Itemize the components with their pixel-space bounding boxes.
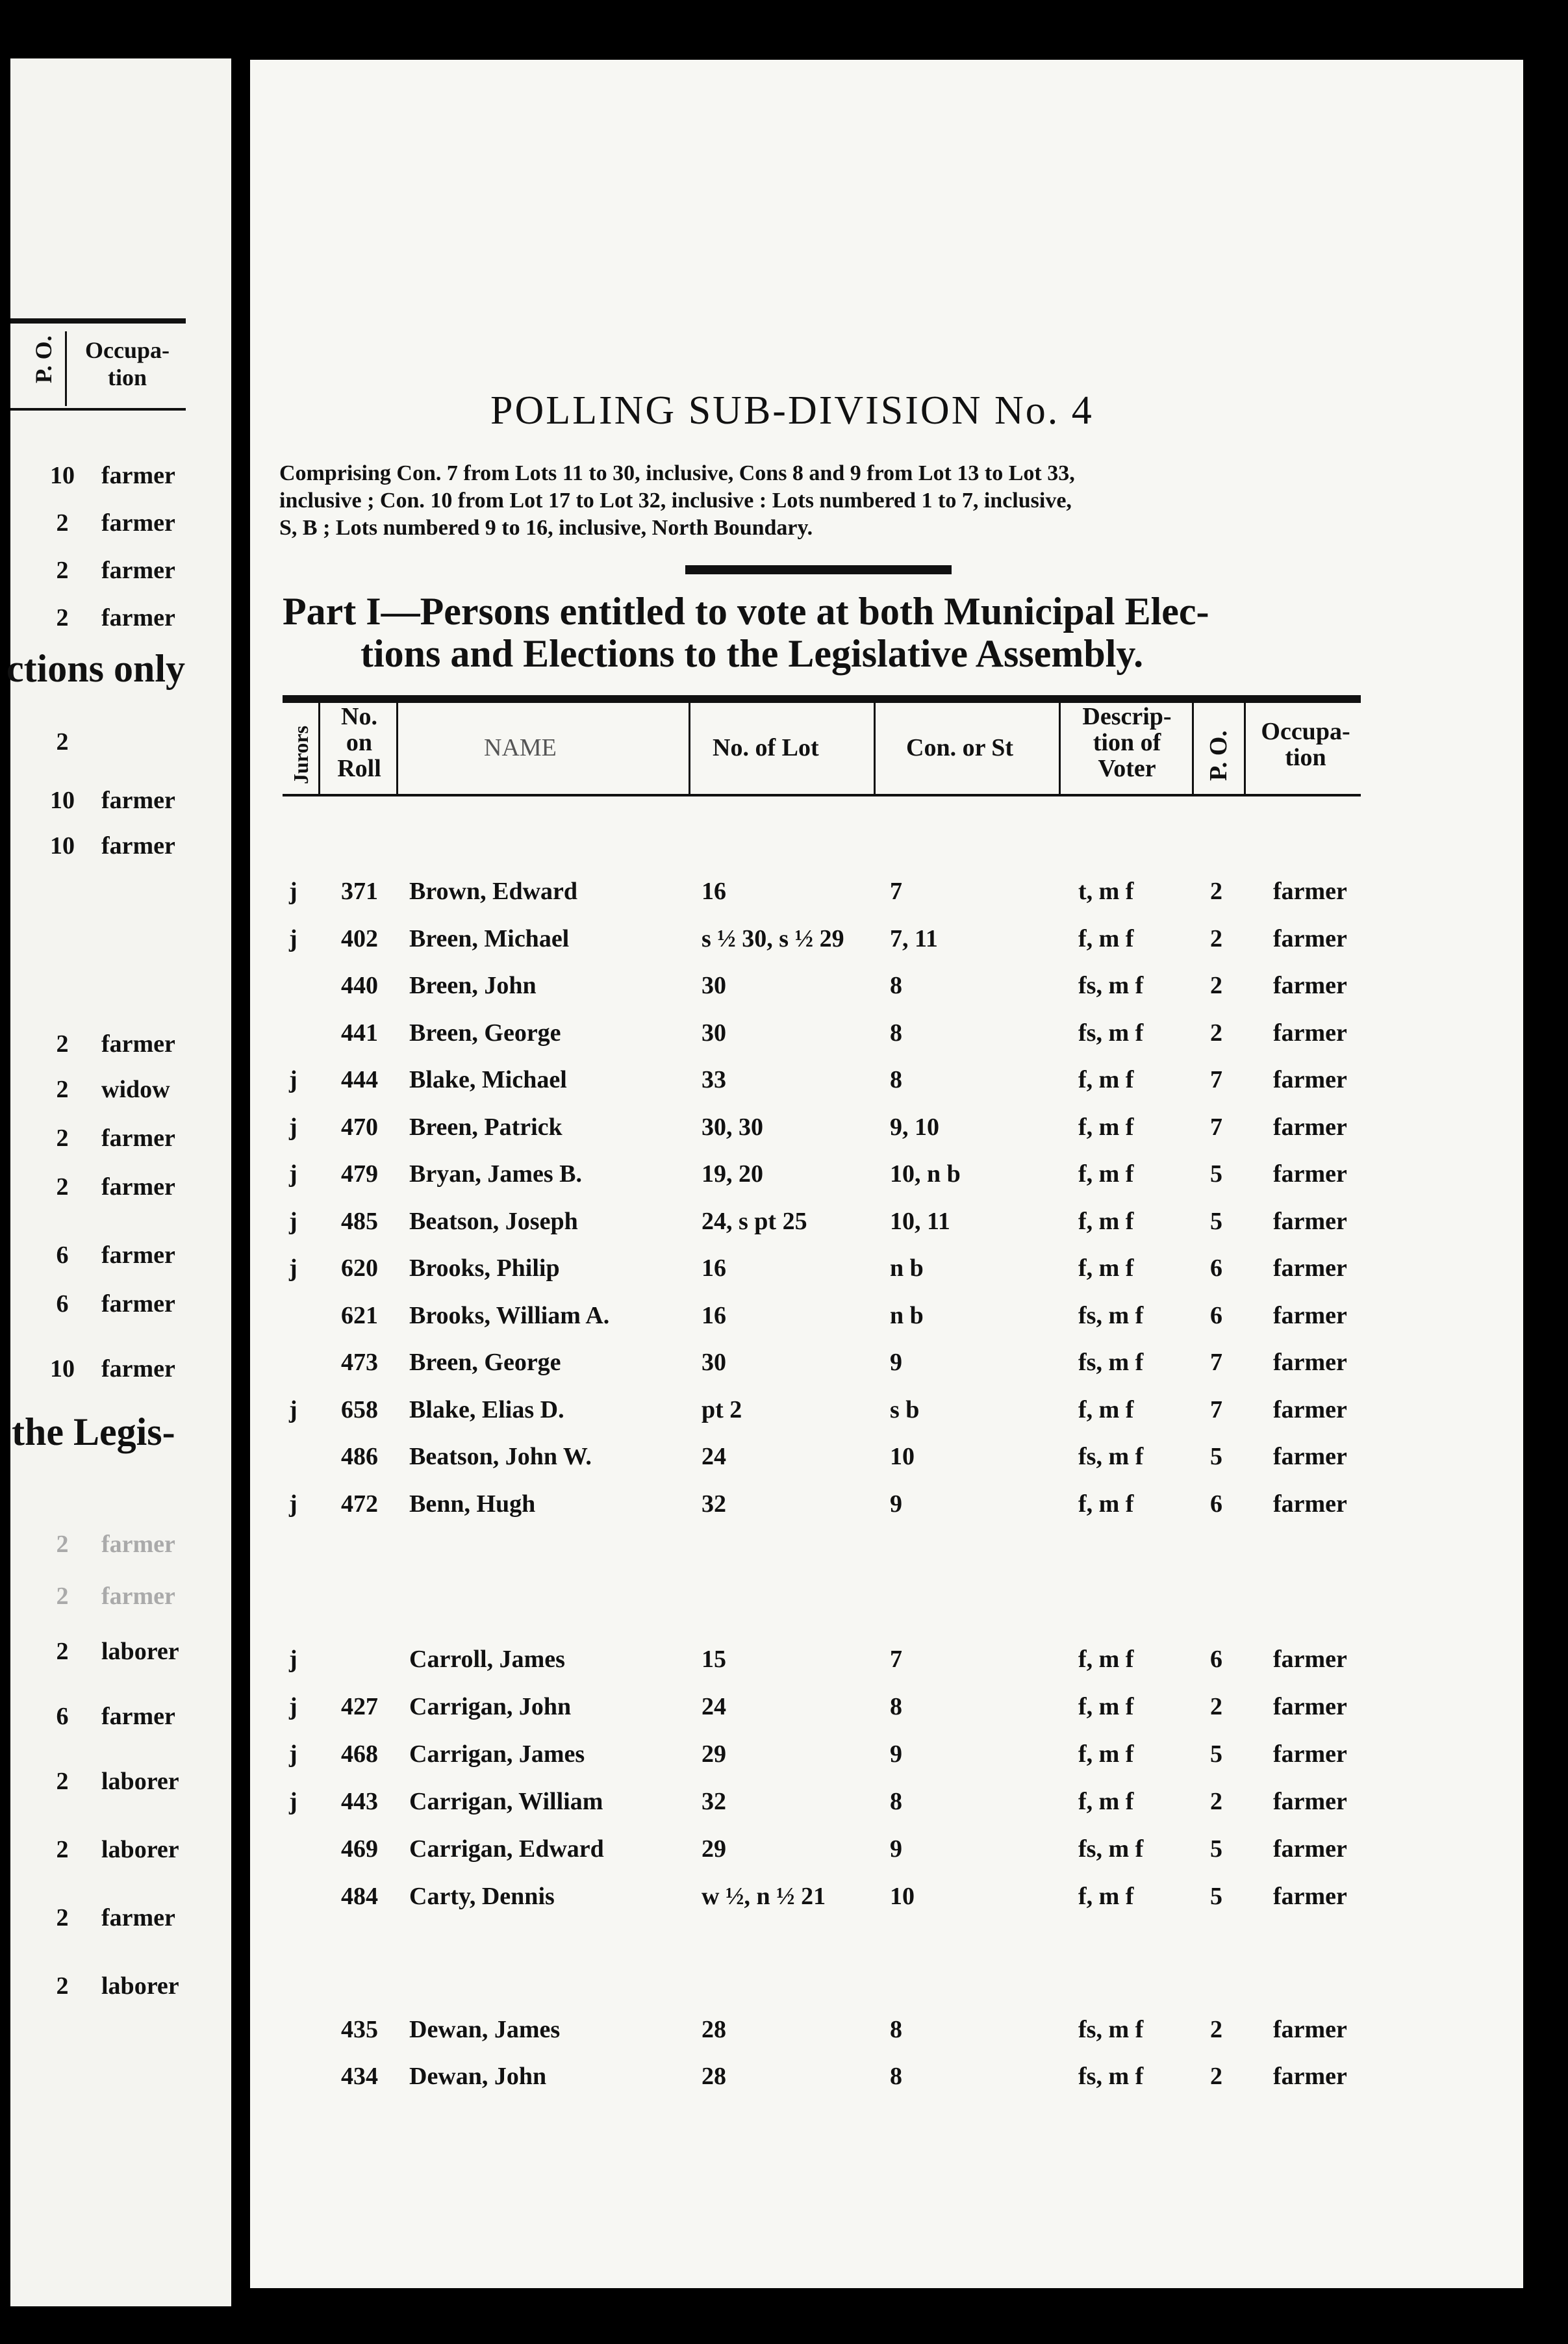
voter-description: f, m f xyxy=(1078,1207,1134,1235)
post-office: 5 xyxy=(1210,1160,1222,1188)
roll-number: 484 xyxy=(341,1883,378,1910)
voter-description: t, m f xyxy=(1078,878,1134,905)
col-divider-1 xyxy=(318,703,320,794)
occupation: farmer xyxy=(1273,1646,1347,1673)
left-row-po: 2 xyxy=(56,1972,69,2000)
description-line-1: Comprising Con. 7 from Lots 11 to 30, inclusive, Cons 8 and 9 from Lot 13 to Lot 33, xyxy=(279,461,1075,485)
post-office: 7 xyxy=(1210,1395,1222,1423)
left-row-po: 10 xyxy=(50,1355,75,1382)
occupation: farmer xyxy=(1273,2063,1347,2090)
voter-description: fs, m f xyxy=(1078,1349,1144,1376)
left-header-underline xyxy=(10,408,186,411)
lot-number: 29 xyxy=(702,1740,726,1768)
col-divider-3 xyxy=(689,703,690,794)
voter-name: Breen, George xyxy=(409,1019,561,1047)
header-desc-line-3: Voter xyxy=(1098,754,1156,782)
voter-name: Carrigan, William xyxy=(409,1788,603,1815)
concession: 10, n b xyxy=(890,1160,961,1188)
left-row-occupation: laborer xyxy=(101,1768,179,1795)
juror-mark: j xyxy=(289,924,297,952)
post-office: 6 xyxy=(1210,1255,1222,1282)
occupation: farmer xyxy=(1273,1066,1347,1093)
voter-name: Brown, Edward xyxy=(409,878,578,905)
occupation: farmer xyxy=(1273,1788,1347,1815)
left-row-occupation: farmer xyxy=(101,1531,175,1558)
part-heading-line-1: Part I—Persons entitled to vote at both Municipal Elec- xyxy=(283,590,1209,633)
post-office: 5 xyxy=(1210,1207,1222,1235)
lot-number: 28 xyxy=(702,2016,726,2043)
voter-description: fs, m f xyxy=(1078,1835,1144,1863)
post-office: 2 xyxy=(1210,2063,1222,2090)
juror-mark: j xyxy=(289,1788,297,1815)
concession: 9, 10 xyxy=(890,1113,939,1141)
concession: 8 xyxy=(890,1019,902,1047)
concession: 8 xyxy=(890,1693,902,1720)
roll-number: 427 xyxy=(341,1693,378,1720)
voter-name: Breen, George xyxy=(409,1349,561,1376)
roll-number: 441 xyxy=(341,1019,378,1047)
concession: 10, 11 xyxy=(890,1207,950,1235)
lot-number: 30 xyxy=(702,972,726,999)
lot-number: w ½, n ½ 21 xyxy=(702,1883,826,1910)
voter-description: f, m f xyxy=(1078,1693,1134,1720)
left-row-occupation: farmer xyxy=(101,1125,175,1152)
col-divider-4 xyxy=(874,703,876,794)
left-row-occupation: laborer xyxy=(101,1836,179,1863)
post-office: 2 xyxy=(1210,1693,1222,1720)
left-row-occupation: laborer xyxy=(101,1972,179,2000)
left-row-po: 2 xyxy=(56,1904,69,1931)
concession: n b xyxy=(890,1255,924,1282)
lot-number: 30 xyxy=(702,1019,726,1047)
lot-number: 30 xyxy=(702,1349,726,1376)
post-office: 2 xyxy=(1210,2016,1222,2043)
concession: 7 xyxy=(890,1646,902,1673)
roll-number: 468 xyxy=(341,1740,378,1768)
table-header-rule xyxy=(283,794,1361,796)
roll-number: 472 xyxy=(341,1490,378,1518)
roll-number: 434 xyxy=(341,2063,378,2090)
occupation: farmer xyxy=(1273,1207,1347,1235)
header-desc-line-2: tion of xyxy=(1093,728,1161,756)
left-occupation-header-1: Occupa- xyxy=(85,337,170,363)
left-row-po: 10 xyxy=(50,462,75,489)
lot-number: 24, s pt 25 xyxy=(702,1207,807,1235)
left-row-po: 6 xyxy=(56,1290,69,1318)
voter-description: f, m f xyxy=(1078,1883,1134,1910)
description-line-2: inclusive ; Con. 10 from Lot 17 to Lot 32, inclusive : Lots numbered 1 to 7, inclusive, xyxy=(279,489,1072,513)
voter-name: Carroll, James xyxy=(409,1646,565,1673)
post-office: 7 xyxy=(1210,1066,1222,1093)
col-divider-6 xyxy=(1192,703,1194,794)
roll-number: 470 xyxy=(341,1113,378,1141)
left-header-rule xyxy=(10,318,186,324)
left-row-po: 2 xyxy=(56,1768,69,1795)
left-row-po: 2 xyxy=(56,1030,69,1058)
occupation: farmer xyxy=(1273,1693,1347,1720)
left-row-po: 2 xyxy=(56,1836,69,1863)
voter-description: fs, m f xyxy=(1078,1443,1144,1470)
voter-description: fs, m f xyxy=(1078,1019,1144,1047)
left-row-po: 10 xyxy=(50,832,75,860)
left-row-po: 2 xyxy=(56,1076,69,1103)
roll-number: 371 xyxy=(341,878,378,905)
voter-description: f, m f xyxy=(1078,1395,1134,1423)
voter-description: f, m f xyxy=(1078,1066,1134,1093)
post-office: 2 xyxy=(1210,878,1222,905)
lot-number: 16 xyxy=(702,878,726,905)
roll-number: 444 xyxy=(341,1066,378,1093)
header-po: P. O. xyxy=(1205,730,1232,781)
voter-name: Dewan, John xyxy=(409,2063,547,2090)
voter-description: f, m f xyxy=(1078,1646,1134,1673)
page-gutter xyxy=(231,58,250,2306)
concession: 8 xyxy=(890,1066,902,1093)
left-po-header: P. O. xyxy=(31,335,57,383)
juror-mark: j xyxy=(289,1740,297,1768)
left-row-occupation: farmer xyxy=(101,1904,175,1931)
left-fragment-the-legis: the Legis- xyxy=(12,1410,175,1453)
left-row-occupation: laborer xyxy=(101,1638,179,1665)
left-row-occupation: farmer xyxy=(101,1355,175,1382)
roll-number: 440 xyxy=(341,972,378,999)
section-divider xyxy=(685,565,952,574)
post-office: 2 xyxy=(1210,1788,1222,1815)
left-row-occupation: farmer xyxy=(101,1703,175,1730)
concession: 8 xyxy=(890,2016,902,2043)
juror-mark: j xyxy=(289,1693,297,1720)
voter-name: Brooks, Philip xyxy=(409,1255,560,1282)
voter-name: Brooks, William A. xyxy=(409,1301,610,1329)
voter-name: Carrigan, John xyxy=(409,1693,572,1720)
header-no-line-1: No. xyxy=(341,703,377,730)
header-jurors: Jurors xyxy=(289,725,312,784)
header-occupation xyxy=(1250,719,1361,771)
left-row-occupation: farmer xyxy=(101,1583,175,1610)
voter-name: Breen, Patrick xyxy=(409,1113,563,1141)
col-divider-2 xyxy=(396,703,398,794)
left-row-po: 2 xyxy=(56,1173,69,1201)
voter-name: Carrigan, James xyxy=(409,1740,585,1768)
voter-name: Bryan, James B. xyxy=(409,1160,582,1188)
roll-number: 479 xyxy=(341,1160,378,1188)
voter-name: Blake, Michael xyxy=(409,1066,567,1093)
concession: 9 xyxy=(890,1835,902,1863)
left-row-occupation: farmer xyxy=(101,1030,175,1058)
page-title: POLLING SUB-DIVISION No. 4 xyxy=(490,389,1094,433)
voter-name: Beatson, Joseph xyxy=(409,1207,578,1235)
left-column-divider xyxy=(65,331,67,406)
left-row-occupation: farmer xyxy=(101,557,175,584)
occupation: farmer xyxy=(1273,2016,1347,2043)
header-con: Con. or St xyxy=(906,734,1014,761)
voter-name: Breen, Michael xyxy=(409,924,570,952)
concession: n b xyxy=(890,1301,924,1329)
voter-description: f, m f xyxy=(1078,1788,1134,1815)
voter-description: fs, m f xyxy=(1078,1301,1144,1329)
post-office: 5 xyxy=(1210,1740,1222,1768)
voter-description: f, m f xyxy=(1078,1113,1134,1141)
lot-number: 19, 20 xyxy=(702,1160,763,1188)
roll-number: 486 xyxy=(341,1443,378,1470)
concession: 9 xyxy=(890,1349,902,1376)
roll-number: 435 xyxy=(341,2016,378,2043)
voter-description: f, m f xyxy=(1078,1490,1134,1518)
left-row-po: 6 xyxy=(56,1242,69,1269)
post-office: 6 xyxy=(1210,1301,1222,1329)
left-row-occupation: widow xyxy=(101,1076,170,1103)
left-row-occupation: farmer xyxy=(101,462,175,489)
post-office: 2 xyxy=(1210,972,1222,999)
header-name: NAME xyxy=(484,734,557,761)
occupation: farmer xyxy=(1273,1740,1347,1768)
voter-description: fs, m f xyxy=(1078,2063,1144,2090)
lot-number: 28 xyxy=(702,2063,726,2090)
roll-number: 402 xyxy=(341,924,378,952)
lot-number: 32 xyxy=(702,1490,726,1518)
voter-description: fs, m f xyxy=(1078,2016,1144,2043)
left-row-po: 10 xyxy=(50,787,75,814)
occupation: farmer xyxy=(1273,972,1347,999)
voter-name: Blake, Elias D. xyxy=(409,1395,564,1423)
roll-number: 473 xyxy=(341,1349,378,1376)
occupation: farmer xyxy=(1273,1301,1347,1329)
concession: 8 xyxy=(890,2063,902,2090)
lot-number: 30, 30 xyxy=(702,1113,763,1141)
left-row-po: 2 xyxy=(56,1125,69,1152)
juror-mark: j xyxy=(289,1255,297,1282)
left-row-po: 2 xyxy=(56,728,69,756)
header-no-line-3: Roll xyxy=(337,754,381,782)
post-office: 5 xyxy=(1210,1443,1222,1470)
lot-number: 32 xyxy=(702,1788,726,1815)
lot-number: 15 xyxy=(702,1646,726,1673)
occupation: farmer xyxy=(1273,1490,1347,1518)
description-line-3: S, B ; Lots numbered 9 to 16, inclusive, North Boundary. xyxy=(279,516,813,540)
post-office: 2 xyxy=(1210,924,1222,952)
voter-name: Carty, Dennis xyxy=(409,1883,555,1910)
left-occupation-header-2: tion xyxy=(108,364,147,390)
voter-description: f, m f xyxy=(1078,1255,1134,1282)
post-office: 7 xyxy=(1210,1349,1222,1376)
header-no-on-roll xyxy=(327,704,392,782)
right-page xyxy=(250,60,1523,2288)
voter-description: f, m f xyxy=(1078,1740,1134,1768)
voter-name: Breen, John xyxy=(409,972,537,999)
occupation: farmer xyxy=(1273,1349,1347,1376)
left-row-occupation: farmer xyxy=(101,1242,175,1269)
voter-description: f, m f xyxy=(1078,1160,1134,1188)
occupation: farmer xyxy=(1273,1395,1347,1423)
left-row-occupation: farmer xyxy=(101,604,175,631)
left-fragment-elections-only: ctions only xyxy=(6,647,186,690)
header-occ-line-2: tion xyxy=(1285,743,1326,771)
occupation: farmer xyxy=(1273,1113,1347,1141)
col-divider-7 xyxy=(1244,703,1246,794)
header-description xyxy=(1065,704,1189,782)
post-office: 6 xyxy=(1210,1646,1222,1673)
juror-mark: j xyxy=(289,1490,297,1518)
concession: 7, 11 xyxy=(890,924,938,952)
lot-number: 24 xyxy=(702,1693,726,1720)
occupation: farmer xyxy=(1273,1255,1347,1282)
concession: 10 xyxy=(890,1883,915,1910)
left-row-occupation: farmer xyxy=(101,509,175,537)
concession: 9 xyxy=(890,1490,902,1518)
roll-number: 658 xyxy=(341,1395,378,1423)
voter-name: Dewan, James xyxy=(409,2016,561,2043)
juror-mark: j xyxy=(289,1395,297,1423)
post-office: 5 xyxy=(1210,1883,1222,1910)
roll-number: 485 xyxy=(341,1207,378,1235)
lot-number: 16 xyxy=(702,1255,726,1282)
left-page-fragment xyxy=(6,58,231,2306)
lot-number: s ½ 30, s ½ 29 xyxy=(702,924,844,952)
occupation: farmer xyxy=(1273,924,1347,952)
occupation: farmer xyxy=(1273,1883,1347,1910)
post-office: 2 xyxy=(1210,1019,1222,1047)
left-row-po: 2 xyxy=(56,557,69,584)
header-desc-line-1: Descrip- xyxy=(1082,703,1172,730)
table-top-rule xyxy=(283,695,1361,703)
header-occ-line-1: Occupa- xyxy=(1261,718,1350,745)
roll-number: 443 xyxy=(341,1788,378,1815)
post-office: 6 xyxy=(1210,1490,1222,1518)
roll-number: 621 xyxy=(341,1301,378,1329)
part-heading-line-2: tions and Elections to the Legislative Assembly. xyxy=(360,632,1144,675)
concession: 8 xyxy=(890,1788,902,1815)
concession: s b xyxy=(890,1395,920,1423)
juror-mark: j xyxy=(289,1113,297,1141)
concession: 9 xyxy=(890,1740,902,1768)
juror-mark: j xyxy=(289,878,297,905)
voter-name: Carrigan, Edward xyxy=(409,1835,604,1863)
post-office: 5 xyxy=(1210,1835,1222,1863)
roll-number: 620 xyxy=(341,1255,378,1282)
roll-number: 469 xyxy=(341,1835,378,1863)
lot-number: 24 xyxy=(702,1443,726,1470)
voter-description: fs, m f xyxy=(1078,972,1144,999)
left-row-occupation: farmer xyxy=(101,1173,175,1201)
header-no-line-2: on xyxy=(346,728,373,756)
juror-mark: j xyxy=(289,1160,297,1188)
lot-number: 16 xyxy=(702,1301,726,1329)
lot-number: 33 xyxy=(702,1066,726,1093)
juror-mark: j xyxy=(289,1207,297,1235)
occupation: farmer xyxy=(1273,1019,1347,1047)
concession: 8 xyxy=(890,972,902,999)
juror-mark: j xyxy=(289,1646,297,1673)
left-row-po: 6 xyxy=(56,1703,69,1730)
occupation: farmer xyxy=(1273,1443,1347,1470)
lot-number: pt 2 xyxy=(702,1395,742,1423)
left-row-occupation: farmer xyxy=(101,1290,175,1318)
col-divider-5 xyxy=(1059,703,1061,794)
occupation: farmer xyxy=(1273,1160,1347,1188)
left-row-po: 2 xyxy=(56,1638,69,1665)
juror-mark: j xyxy=(289,1066,297,1093)
occupation: farmer xyxy=(1273,1835,1347,1863)
voter-name: Beatson, John W. xyxy=(409,1443,592,1470)
occupation: farmer xyxy=(1273,878,1347,905)
voter-name: Benn, Hugh xyxy=(409,1490,536,1518)
header-lot: No. of Lot xyxy=(713,734,819,761)
concession: 10 xyxy=(890,1443,915,1470)
post-office: 7 xyxy=(1210,1113,1222,1141)
left-row-po: 2 xyxy=(56,509,69,537)
left-row-po: 2 xyxy=(56,1583,69,1610)
lot-number: 29 xyxy=(702,1835,726,1863)
concession: 7 xyxy=(890,878,902,905)
left-row-po: 2 xyxy=(56,1531,69,1558)
left-row-occupation: farmer xyxy=(101,832,175,860)
left-row-occupation: farmer xyxy=(101,787,175,814)
left-row-po: 2 xyxy=(56,604,69,631)
voter-description: f, m f xyxy=(1078,924,1134,952)
